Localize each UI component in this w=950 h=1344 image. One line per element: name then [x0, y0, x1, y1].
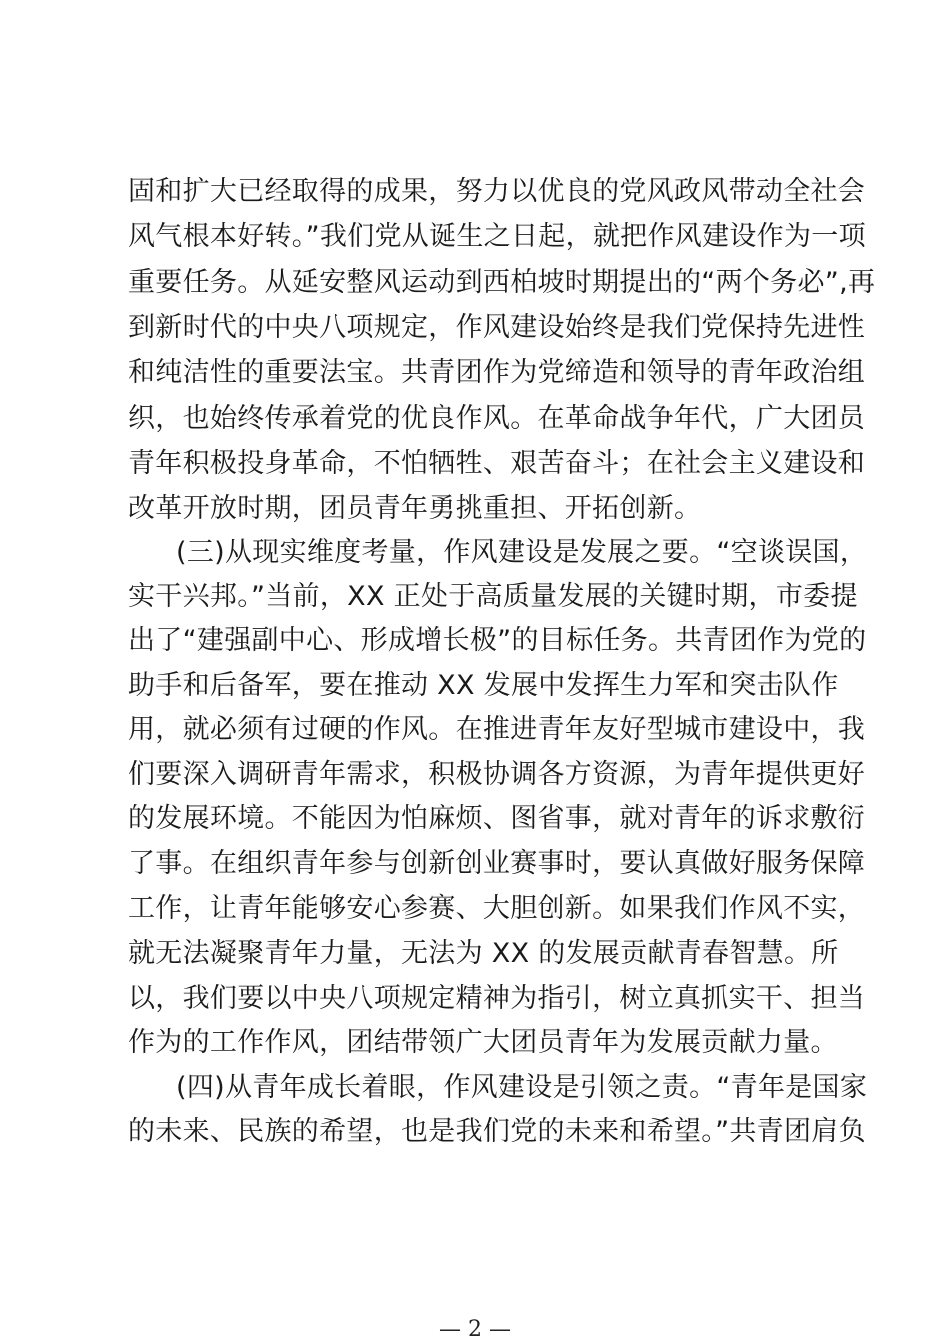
text-line: 以，我们要以中央八项规定精神为指引，树立真抓实干、担当 [128, 983, 866, 1014]
text-line: 改革开放时期，团员青年勇挑重担、开拓创新。 [128, 493, 702, 524]
text-line: 了事。在组织青年参与创新创业赛事时，要认真做好服务保障 [128, 848, 866, 879]
paragraph-heading-3: (三)从现实维度考量，作风建设是发展之要。“空谈误国， [176, 537, 868, 568]
text-line: 作为的工作作风，团结带领广大团员青年为发展贡献力量。 [128, 1027, 838, 1058]
text-line: 们要深入调研青年需求，积极协调各方资源，为青年提供更好 [128, 759, 866, 790]
text-line: 织，也始终传承着党的优良作风。在革命战争年代，广大团员 [128, 403, 866, 434]
text-line: 出了“建强副中心、形成增长极”的目标任务。共青团作为党的 [128, 625, 867, 656]
text-line: 工作，让青年能够安心参赛、大胆创新。如果我们作风不实， [128, 893, 866, 924]
text-line: 就无法凝聚青年力量，无法为 XX 的发展贡献青春智慧。所 [128, 938, 839, 969]
text-line: 到新时代的中央八项规定，作风建设始终是我们党保持先进性 [128, 312, 866, 343]
text-line: 重要任务。从延安整风运动到西柏坡时期提出的“两个务必”,再 [128, 267, 876, 298]
text-line: 风气根本好转。”我们党从诞生之日起，就把作风建设作为一项 [128, 221, 866, 252]
text-line: 助手和后备军，要在推动 XX 发展中发挥生力军和突击队作 [128, 670, 839, 701]
text-line: 的未来、民族的希望，也是我们党的未来和希望。”共青团肩负 [128, 1116, 866, 1147]
text-line: 青年积极投身革命，不怕牺牲、艰苦奋斗；在社会主义建设和 [128, 448, 866, 479]
text-line: 固和扩大已经取得的成果，努力以优良的党风政风带动全社会 [128, 176, 866, 207]
text-line: 和纯洁性的重要法宝。共青团作为党缔造和领导的青年政治组 [128, 357, 866, 388]
text-line: 的发展环境。不能因为怕麻烦、图省事，就对青年的诉求敷衍 [128, 803, 866, 834]
text-line: 实干兴邦。”当前，XX 正处于高质量发展的关键时期，市委提 [128, 581, 858, 612]
text-line: 用，就必须有过硬的作风。在推进青年友好型城市建设中，我 [128, 714, 866, 745]
paragraph-heading-4: (四)从青年成长着眼，作风建设是引领之责。“青年是国家 [176, 1072, 868, 1103]
page-number: — 2 — [439, 1317, 511, 1342]
